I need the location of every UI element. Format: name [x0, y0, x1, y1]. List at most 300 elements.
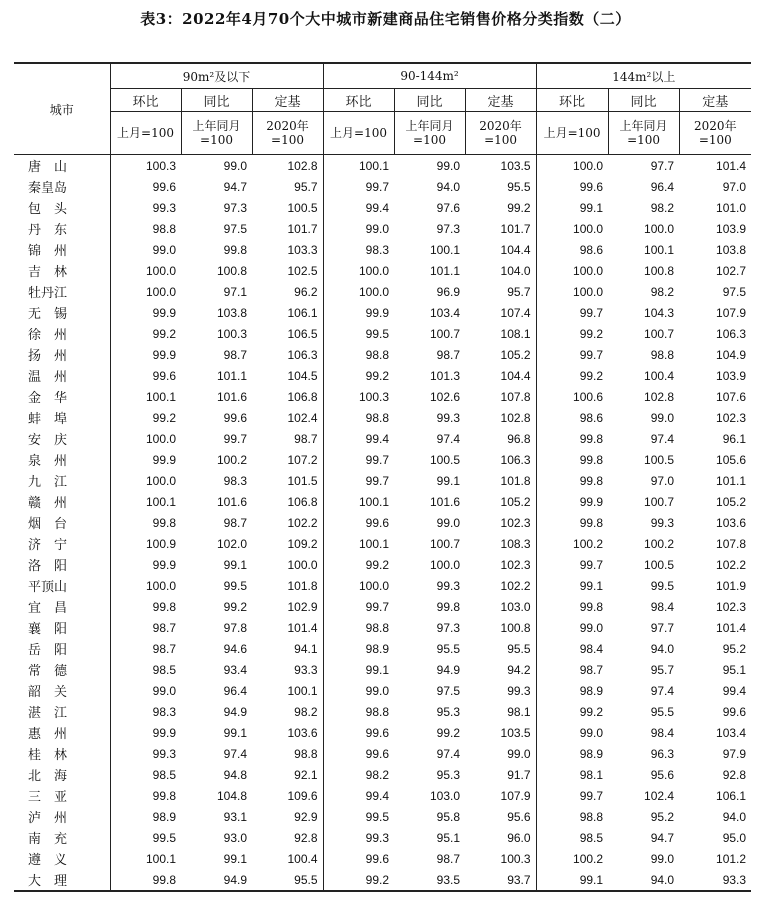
- city-name: 岳 阳: [14, 638, 110, 659]
- index-value: 98.7: [152, 620, 176, 635]
- table-row: [14, 743, 751, 764]
- base-header: 上年同月=100: [608, 112, 679, 155]
- index-value: 95.5: [650, 704, 675, 719]
- city-name: 蚌 埠: [14, 407, 110, 428]
- index-value: 99.1: [536, 869, 608, 891]
- index-value: 95.5: [436, 641, 461, 656]
- index-value: 100.0: [359, 284, 390, 299]
- table-row: [14, 575, 751, 596]
- index-value: 103.5: [465, 155, 536, 177]
- city-name: 遵 义: [14, 848, 110, 869]
- index-value: 97.5: [436, 683, 461, 698]
- index-value: 105.2: [716, 494, 747, 509]
- index-value: 107.4: [465, 302, 536, 323]
- city-name: 韶 关: [14, 680, 110, 701]
- index-value: 98.9: [365, 641, 390, 656]
- index-value: 103.9: [716, 368, 747, 383]
- index-value: 99.3: [436, 410, 461, 425]
- subcol-header: 同比: [394, 89, 465, 112]
- index-value: 102.8: [252, 155, 323, 177]
- index-value: 95.3: [436, 767, 461, 782]
- index-value: 104.0: [465, 260, 536, 281]
- index-value: 103.5: [465, 722, 536, 743]
- index-value: 106.3: [252, 344, 323, 365]
- index-value: 95.1: [722, 662, 747, 677]
- index-value: 99.6: [365, 725, 390, 740]
- index-value: 95.5: [252, 869, 323, 891]
- index-value: 100.7: [430, 326, 461, 341]
- city-name: 烟 台: [14, 512, 110, 533]
- index-value: 99.1: [579, 578, 604, 593]
- index-value: 96.1: [722, 431, 747, 446]
- index-value: 93.0: [223, 830, 247, 845]
- table-row: [14, 848, 751, 869]
- index-value: 104.5: [252, 365, 323, 386]
- index-value: 91.7: [465, 764, 536, 785]
- index-value: 95.8: [436, 809, 461, 824]
- index-value: 109.6: [252, 785, 323, 806]
- index-value: 101.2: [716, 851, 747, 866]
- subcol-header: 环比: [323, 89, 394, 112]
- index-value: 102.0: [216, 536, 247, 551]
- index-value: 98.9: [152, 809, 176, 824]
- index-value: 98.5: [152, 662, 176, 677]
- city-name: 丹 东: [14, 218, 110, 239]
- index-value: 99.7: [579, 347, 604, 362]
- index-value: 99.0: [436, 158, 461, 173]
- index-value: 104.8: [216, 788, 247, 803]
- index-value: 98.7: [252, 428, 323, 449]
- index-value: 96.4: [650, 179, 675, 194]
- index-value: 103.3: [252, 239, 323, 260]
- index-value: 99.1: [223, 725, 247, 740]
- table-row: [14, 176, 751, 197]
- index-value: 94.6: [223, 641, 247, 656]
- index-value: 102.2: [716, 557, 747, 572]
- index-value: 106.3: [465, 449, 536, 470]
- index-value: 99.0: [650, 410, 675, 425]
- index-value: 104.4: [465, 239, 536, 260]
- index-value: 95.7: [252, 176, 323, 197]
- index-value: 99.6: [365, 851, 390, 866]
- index-value: 97.3: [436, 221, 461, 236]
- index-value: 101.4: [716, 158, 747, 173]
- index-value: 94.0: [608, 869, 679, 891]
- index-value: 106.5: [252, 323, 323, 344]
- index-value: 100.0: [145, 284, 176, 299]
- index-value: 99.1: [223, 851, 247, 866]
- city-name: 包 头: [14, 197, 110, 218]
- index-value: 100.1: [145, 494, 176, 509]
- index-value: 98.7: [436, 851, 461, 866]
- index-value: 99.0: [365, 221, 390, 236]
- index-value: 101.4: [252, 617, 323, 638]
- index-value: 106.8: [252, 386, 323, 407]
- table-row: [14, 785, 751, 806]
- index-value: 99.7: [365, 179, 390, 194]
- index-value: 95.0: [722, 830, 747, 845]
- index-value: 100.3: [145, 158, 176, 173]
- index-value: 103.8: [216, 305, 247, 320]
- index-value: 99.2: [436, 725, 461, 740]
- table-row: [14, 554, 751, 575]
- city-name: 秦皇岛: [14, 176, 110, 197]
- index-value: 99.2: [579, 326, 604, 341]
- index-value: 102.8: [465, 407, 536, 428]
- subcol-header: 环比: [110, 89, 181, 112]
- index-value: 100.0: [644, 221, 675, 236]
- index-value: 94.8: [223, 767, 247, 782]
- index-value: 100.7: [430, 536, 461, 551]
- index-value: 99.3: [436, 578, 461, 593]
- table-row: [14, 722, 751, 743]
- index-value: 99.0: [436, 515, 461, 530]
- index-value: 98.7: [579, 662, 604, 677]
- table-row: [14, 638, 751, 659]
- table-row: [14, 491, 751, 512]
- city-name: 惠 州: [14, 722, 110, 743]
- index-value: 99.6: [579, 179, 604, 194]
- index-value: 102.5: [252, 260, 323, 281]
- city-name: 金 华: [14, 386, 110, 407]
- index-value: 97.5: [223, 221, 247, 236]
- index-value: 103.4: [430, 305, 461, 320]
- index-value: 103.0: [430, 788, 461, 803]
- index-value: 101.8: [465, 470, 536, 491]
- city-column-header: 城市: [14, 63, 110, 155]
- index-value: 97.3: [436, 620, 461, 635]
- index-value: 102.2: [465, 575, 536, 596]
- city-name: 徐 州: [14, 323, 110, 344]
- index-value: 98.7: [152, 641, 176, 656]
- index-value: 98.4: [650, 599, 675, 614]
- index-value: 99.0: [365, 683, 390, 698]
- index-value: 102.2: [252, 512, 323, 533]
- index-value: 99.9: [152, 347, 176, 362]
- index-value: 99.6: [223, 410, 247, 425]
- index-value: 100.1: [430, 242, 461, 257]
- index-value: 107.9: [716, 305, 747, 320]
- table-row: [14, 323, 751, 344]
- index-value: 102.3: [716, 599, 747, 614]
- index-value: 99.6: [152, 368, 176, 383]
- base-header: 上月=100: [536, 112, 608, 155]
- table-row: [14, 533, 751, 554]
- index-value: 95.6: [465, 806, 536, 827]
- index-value: 98.8: [152, 221, 176, 236]
- subcol-header: 同比: [181, 89, 252, 112]
- table-row: [14, 386, 751, 407]
- table-row: [14, 470, 751, 491]
- index-value: 108.3: [465, 533, 536, 554]
- table-row: [14, 659, 751, 680]
- index-value: 93.5: [394, 869, 465, 891]
- index-value: 98.3: [365, 242, 390, 257]
- index-value: 95.7: [650, 662, 675, 677]
- index-value: 100.0: [430, 557, 461, 572]
- city-name: 济 宁: [14, 533, 110, 554]
- index-value: 99.1: [579, 200, 604, 215]
- index-value: 99.2: [223, 599, 247, 614]
- table-row: [14, 701, 751, 722]
- base-header: 上年同月=100: [394, 112, 465, 155]
- index-value: 100.8: [465, 617, 536, 638]
- index-value: 105.6: [716, 452, 747, 467]
- index-value: 95.3: [436, 704, 461, 719]
- price-index-table: [14, 62, 751, 892]
- city-name: 大 理: [14, 869, 110, 891]
- index-value: 101.6: [216, 494, 247, 509]
- index-value: 107.8: [716, 536, 747, 551]
- index-value: 98.2: [365, 767, 390, 782]
- index-value: 102.7: [716, 263, 747, 278]
- index-value: 98.2: [650, 284, 675, 299]
- index-value: 99.7: [579, 788, 604, 803]
- group-header-medium: 90-144m²: [323, 63, 536, 89]
- city-name: 桂 林: [14, 743, 110, 764]
- index-value: 98.3: [223, 473, 247, 488]
- index-value: 101.7: [252, 218, 323, 239]
- index-value: 94.0: [722, 809, 747, 824]
- table-row: [14, 407, 751, 428]
- index-value: 99.0: [152, 242, 176, 257]
- index-value: 101.6: [216, 389, 247, 404]
- index-value: 97.4: [223, 746, 247, 761]
- table-row: [14, 281, 751, 302]
- index-value: 98.5: [152, 767, 176, 782]
- index-value: 98.7: [223, 515, 247, 530]
- table-row: [14, 302, 751, 323]
- index-value: 99.9: [152, 557, 176, 572]
- city-name: 无 锡: [14, 302, 110, 323]
- index-value: 98.3: [152, 704, 176, 719]
- index-value: 99.9: [152, 452, 176, 467]
- index-value: 108.1: [465, 323, 536, 344]
- index-value: 98.9: [579, 683, 604, 698]
- index-value: 102.4: [252, 407, 323, 428]
- city-name: 泸 州: [14, 806, 110, 827]
- index-value: 99.5: [223, 578, 247, 593]
- index-value: 97.4: [650, 431, 675, 446]
- city-name: 锦 州: [14, 239, 110, 260]
- index-value: 99.8: [579, 473, 604, 488]
- city-name: 北 海: [14, 764, 110, 785]
- index-value: 99.3: [365, 830, 390, 845]
- index-value: 99.9: [579, 494, 604, 509]
- index-value: 93.3: [679, 869, 751, 891]
- index-value: 99.2: [365, 368, 390, 383]
- index-value: 99.0: [152, 683, 176, 698]
- index-value: 99.0: [579, 620, 604, 635]
- city-name: 常 德: [14, 659, 110, 680]
- index-value: 98.7: [436, 347, 461, 362]
- table-row: [14, 344, 751, 365]
- index-value: 99.2: [465, 197, 536, 218]
- index-value: 98.4: [579, 641, 604, 656]
- index-value: 105.2: [465, 344, 536, 365]
- index-value: 100.1: [252, 680, 323, 701]
- index-value: 96.9: [436, 284, 461, 299]
- index-value: 100.6: [573, 389, 604, 404]
- index-value: 105.2: [465, 491, 536, 512]
- index-value: 100.1: [145, 389, 176, 404]
- index-value: 102.4: [644, 788, 675, 803]
- index-value: 99.9: [152, 305, 176, 320]
- index-value: 100.8: [644, 263, 675, 278]
- index-value: 99.3: [152, 746, 176, 761]
- table-row: [14, 596, 751, 617]
- index-value: 99.6: [365, 515, 390, 530]
- index-value: 103.9: [716, 221, 747, 236]
- index-value: 99.2: [152, 326, 176, 341]
- base-header: 上月=100: [323, 112, 394, 155]
- index-value: 97.4: [436, 431, 461, 446]
- index-value: 97.7: [650, 620, 675, 635]
- index-value: 98.9: [579, 746, 604, 761]
- index-value: 100.0: [145, 473, 176, 488]
- index-value: 99.2: [579, 704, 604, 719]
- index-value: 95.2: [722, 641, 747, 656]
- city-name: 宜 昌: [14, 596, 110, 617]
- index-value: 97.0: [722, 179, 747, 194]
- index-value: 99.9: [152, 725, 176, 740]
- index-value: 99.0: [465, 743, 536, 764]
- city-name: 洛 阳: [14, 554, 110, 575]
- city-name: 平顶山: [14, 575, 110, 596]
- index-value: 100.1: [644, 242, 675, 257]
- index-value: 92.8: [252, 827, 323, 848]
- index-value: 100.5: [644, 452, 675, 467]
- index-value: 101.8: [252, 575, 323, 596]
- index-value: 99.0: [650, 851, 675, 866]
- index-value: 97.3: [223, 200, 247, 215]
- table-row: [14, 827, 751, 848]
- index-value: 99.0: [223, 158, 247, 173]
- index-value: 99.8: [579, 452, 604, 467]
- table-row: [14, 155, 751, 177]
- index-value: 96.4: [223, 683, 247, 698]
- index-value: 98.2: [252, 701, 323, 722]
- index-value: 100.2: [573, 851, 604, 866]
- table-row: [14, 764, 751, 785]
- table-row: [14, 806, 751, 827]
- subcol-header: 同比: [608, 89, 679, 112]
- index-value: 97.8: [223, 620, 247, 635]
- index-value: 106.1: [252, 302, 323, 323]
- index-value: 100.1: [359, 494, 390, 509]
- index-value: 99.2: [365, 557, 390, 572]
- index-value: 101.3: [430, 368, 461, 383]
- index-value: 97.1: [223, 284, 247, 299]
- index-value: 95.6: [650, 767, 675, 782]
- index-value: 106.8: [252, 491, 323, 512]
- index-value: 93.3: [252, 659, 323, 680]
- index-value: 109.2: [252, 533, 323, 554]
- index-value: 100.9: [145, 536, 176, 551]
- index-value: 101.6: [430, 494, 461, 509]
- index-value: 99.2: [323, 869, 394, 891]
- index-value: 101.5: [252, 470, 323, 491]
- city-name: 湛 江: [14, 701, 110, 722]
- index-value: 98.5: [579, 830, 604, 845]
- index-value: 96.0: [465, 827, 536, 848]
- index-value: 100.0: [359, 578, 390, 593]
- index-value: 101.7: [465, 218, 536, 239]
- index-value: 100.1: [359, 536, 390, 551]
- index-value: 95.5: [465, 638, 536, 659]
- index-value: 100.0: [573, 263, 604, 278]
- index-value: 100.5: [252, 197, 323, 218]
- index-value: 99.3: [465, 680, 536, 701]
- index-value: 107.8: [465, 386, 536, 407]
- index-value: 94.0: [650, 641, 675, 656]
- index-value: 104.4: [465, 365, 536, 386]
- index-value: 99.5: [365, 326, 390, 341]
- index-value: 98.4: [650, 725, 675, 740]
- base-header: 2020年=100: [679, 112, 751, 155]
- index-value: 96.3: [650, 746, 675, 761]
- index-value: 99.1: [365, 662, 390, 677]
- index-value: 107.6: [716, 389, 747, 404]
- index-value: 99.6: [722, 704, 747, 719]
- index-value: 100.3: [465, 848, 536, 869]
- index-value: 100.4: [644, 368, 675, 383]
- index-value: 104.3: [644, 305, 675, 320]
- index-value: 98.1: [579, 767, 604, 782]
- table-row: [14, 239, 751, 260]
- index-value: 94.9: [223, 704, 247, 719]
- index-value: 100.7: [644, 494, 675, 509]
- index-value: 99.4: [365, 200, 390, 215]
- index-value: 103.0: [465, 596, 536, 617]
- city-name: 牡丹江: [14, 281, 110, 302]
- index-value: 98.2: [650, 200, 675, 215]
- index-value: 98.8: [365, 704, 390, 719]
- index-value: 103.4: [716, 725, 747, 740]
- index-value: 107.2: [252, 449, 323, 470]
- index-value: 98.6: [579, 242, 604, 257]
- index-value: 99.7: [365, 452, 390, 467]
- index-value: 96.2: [252, 281, 323, 302]
- table-title: 表3：2022年4月70个大中城市新建商品住宅销售价格分类指数（二）: [140, 10, 631, 28]
- city-name: 九 江: [14, 470, 110, 491]
- index-value: 100.2: [644, 536, 675, 551]
- city-name: 温 州: [14, 365, 110, 386]
- index-value: 99.2: [152, 410, 176, 425]
- index-value: 95.7: [465, 281, 536, 302]
- index-value: 98.7: [223, 347, 247, 362]
- base-header: 上年同月=100: [181, 112, 252, 155]
- index-value: 104.9: [716, 347, 747, 362]
- index-value: 100.0: [573, 158, 604, 173]
- index-value: 95.1: [436, 830, 461, 845]
- city-name: 襄 阳: [14, 617, 110, 638]
- index-value: 94.1: [252, 638, 323, 659]
- index-value: 94.9: [436, 662, 461, 677]
- index-value: 94.0: [436, 179, 461, 194]
- index-value: 100.0: [573, 284, 604, 299]
- subcol-header: 环比: [536, 89, 608, 112]
- index-value: 100.3: [216, 326, 247, 341]
- city-name: 三 亚: [14, 785, 110, 806]
- index-value: 92.8: [722, 767, 747, 782]
- index-value: 99.5: [152, 830, 176, 845]
- index-value: 98.8: [579, 809, 604, 824]
- index-value: 99.9: [365, 305, 390, 320]
- index-value: 102.9: [252, 596, 323, 617]
- index-value: 100.0: [359, 263, 390, 278]
- index-value: 97.4: [650, 683, 675, 698]
